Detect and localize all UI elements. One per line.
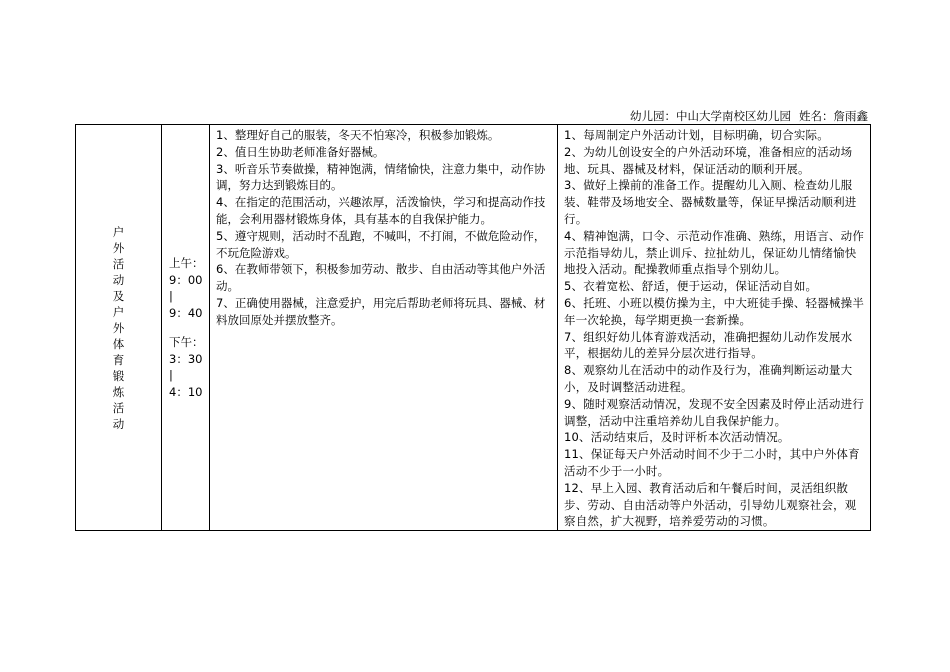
activity-title-char: 锻 [112, 368, 125, 383]
child-requirement-item: 4、在指定的范围活动，兴趣浓厚，活泼愉快，学习和提高动作技能，会利用器材锻炼身体，具有基本的自我保护能力。 [216, 195, 546, 226]
teacher-duty-item: 5、衣着宽松、舒适，便于运动，保证活动自如。 [564, 279, 818, 294]
teacher-duty-item: 12、早上入园、教育活动后和午餐后时间，灵活组织散步、劳动、自由活动等户外活动，引导幼儿观察社会，观察自然，扩大视野，培养爱劳动的习惯。 [564, 480, 857, 529]
activity-title-char: 炼 [112, 384, 125, 399]
afternoon-separator: | [169, 368, 173, 383]
activity-title-char: 动 [112, 416, 125, 431]
child-requirement-item: 3、听音乐节奏做操，精神饱满，情绪愉快，注意力集中，动作协调，努力达到锻炼目的。 [216, 161, 546, 193]
teacher-duty-item: 3、做好上操前的准备工作。提醒幼儿入厕、检查幼儿服装、鞋带及场地安全、器械数量等，保证早操活动顺利进行。 [564, 178, 857, 226]
teacher-duty-item: 7、组织好幼儿体育游戏活动，准确把握幼儿动作发展水平，根据幼儿的差异分层次进行指导。 [564, 329, 853, 361]
morning-label: 上午： [169, 256, 204, 271]
time-cell [162, 125, 210, 531]
child-requirement-item: 5、遵守规则，活动时不乱跑，不喊叫，不打闹，不做危险动作，不玩危险游戏。 [216, 228, 546, 260]
activity-title-char: 户 [112, 224, 125, 239]
name-label: 姓名：詹雨鑫 [799, 109, 868, 123]
teacher-duty-item: 9、随时观察活动情况，发现不安全因素及时停止活动进行调整，活动中注重培养幼儿自我保护能力。 [564, 396, 865, 428]
morning-separator: | [169, 289, 173, 304]
activity-title-char: 及 [112, 288, 125, 303]
activity-title-char: 外 [112, 240, 125, 255]
kindergarten-label: 幼儿园：中山大学南校区幼儿园 [630, 109, 791, 123]
teacher-duty-item: 4、精神饱满，口令、示范动作准确、熟练，用语言、动作示范指导幼儿，禁止训斥、拉扯幼儿，保证幼儿情绪愉快地投入活动。配操教师重点指导个别幼儿。 [564, 228, 865, 277]
activity-title-char: 户 [112, 304, 125, 319]
child-requirement-item: 6、在教师带领下，积极参加劳动、散步、自由活动等其他户外活动。 [216, 262, 546, 294]
activity-title-char: 动 [112, 272, 125, 287]
activity-title-char: 体 [112, 336, 125, 351]
morning-start: 9：00 [169, 272, 203, 287]
document-header [630, 108, 868, 124]
afternoon-label: 下午： [169, 335, 204, 350]
child-requirement-item: 2、值日生协助老师准备好器械。 [216, 144, 385, 159]
morning-end: 9：40 [169, 305, 203, 320]
activity-title-char: 活 [112, 400, 125, 415]
table-row [76, 125, 871, 531]
child-requirement-item: 1、整理好自己的服装，冬天不怕寒冷，积极参加锻炼。 [216, 128, 500, 142]
teacher-duties-cell [558, 125, 871, 531]
teacher-duty-item: 8、观察幼儿在活动中的动作及行为，准确判断运动量大小，及时调整活动进程。 [564, 363, 853, 394]
teacher-duty-item: 2、为幼儿创设安全的户外活动环境，准备相应的活动场地、玩具、器械及材料，保证活动的顺利开展。 [564, 144, 853, 176]
activity-title-char: 外 [112, 320, 125, 335]
teacher-duty-item: 11、保证每天户外活动时间不少于二小时，其中户外体育活动不少于一小时。 [564, 447, 860, 478]
schedule-table [75, 124, 871, 531]
activity-title-cell [76, 125, 162, 531]
teacher-duty-item: 10、活动结束后，及时评析本次活动情况。 [564, 430, 790, 445]
activity-title-char: 活 [112, 256, 125, 271]
child-requirements-list [210, 125, 557, 329]
afternoon-end: 4：10 [169, 384, 203, 399]
activity-title [76, 224, 161, 432]
afternoon-start: 3：30 [169, 351, 203, 366]
teacher-duty-item: 6、托班、小班以模仿操为主，中大班徒手操、轻器械操半年一次轮换，每学期更换一套新操。 [564, 295, 865, 327]
child-requirements-cell [210, 125, 558, 531]
time-schedule [162, 255, 209, 400]
teacher-duty-item: 1、每周制定户外活动计划，目标明确，切合实际。 [564, 128, 829, 142]
activity-title-char: 育 [112, 352, 125, 367]
child-requirement-item: 7、正确使用器械，注意爱护，用完后帮助老师将玩具、器械、材料放回原处并摆放整齐。 [216, 295, 546, 327]
teacher-duties-list [558, 125, 870, 530]
